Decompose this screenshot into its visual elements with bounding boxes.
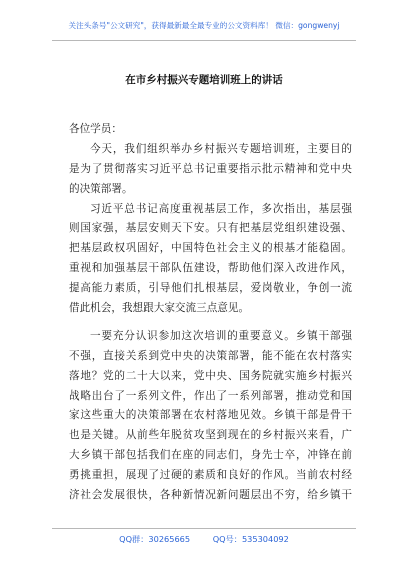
body-line: 借此机会，我想跟大家交流三点意见。 xyxy=(69,302,250,315)
body-line: 济社会发展很快，各种新情况新问题层出不穷，给乡镇干 xyxy=(69,489,352,502)
body-line: 习近平总书记高度重视基层工作，多次指出，基层强 xyxy=(90,202,352,215)
footer-qq: QQ号：535304092 xyxy=(212,534,289,544)
body-line: 不强，直接关系到党中央的决策部署，能不能在农村落实 xyxy=(69,349,352,362)
salutation: 各位学员： xyxy=(69,123,122,135)
document-body xyxy=(69,120,352,506)
header-note: 关注头条号"公文研究"，获得最新最全最专业的公文资料库！ 微信：gongwenyj xyxy=(68,21,340,30)
paragraph-gap xyxy=(69,319,352,327)
body-line: 一要充分认识参加这次培训的重要意义。乡镇干部强 xyxy=(90,329,352,342)
body-line: 是为了贯彻落实习近平总书记重要指示批示精神和党中央 xyxy=(69,162,352,175)
body-line: 勇挑重担，展现了过硬的素质和良好的作风。当前农村经 xyxy=(69,469,352,482)
footer-divider xyxy=(52,528,356,529)
body-line: 把基层政权巩固好，中国特色社会主义的根基才能稳固。 xyxy=(69,242,352,255)
body-line: 则国家强，基层安则天下安。只有把基层党组织建设强、 xyxy=(69,222,352,235)
body-line: 提高能力素质，引导他们扎根基层，爱岗敬业，争创一流 xyxy=(69,282,352,295)
body-line: 重视和加强基层干部队伍建设，帮助他们深入改进作风， xyxy=(69,262,352,275)
header-divider xyxy=(52,40,356,41)
body-line: 今天，我们组织举办乡村振兴专题培训班，主要目的 xyxy=(90,142,352,155)
document-title: 在市乡村振兴专题培训班上的讲话 xyxy=(125,74,283,86)
body-line: 落地？党的二十大以来，党中央、国务院就实施乡村振兴 xyxy=(69,369,352,382)
body-line: 大乡镇干部包括我们在座的同志们，身先士卒，冲锋在前 xyxy=(69,449,352,462)
body-line: 家这些重大的决策部署在农村落地见效。乡镇干部是骨干 xyxy=(69,409,352,422)
footer-qq-group: QQ群：30265665 xyxy=(119,534,191,544)
body-line: 的决策部署。 xyxy=(69,182,133,195)
body-line: 战略出台了一系列文件，作出了一系列部署，推动党和国 xyxy=(69,389,352,402)
body-line: 也是关键。从前些年脱贫攻坚到现在的乡村振兴来看，广 xyxy=(69,429,352,442)
footer-note xyxy=(0,534,408,545)
